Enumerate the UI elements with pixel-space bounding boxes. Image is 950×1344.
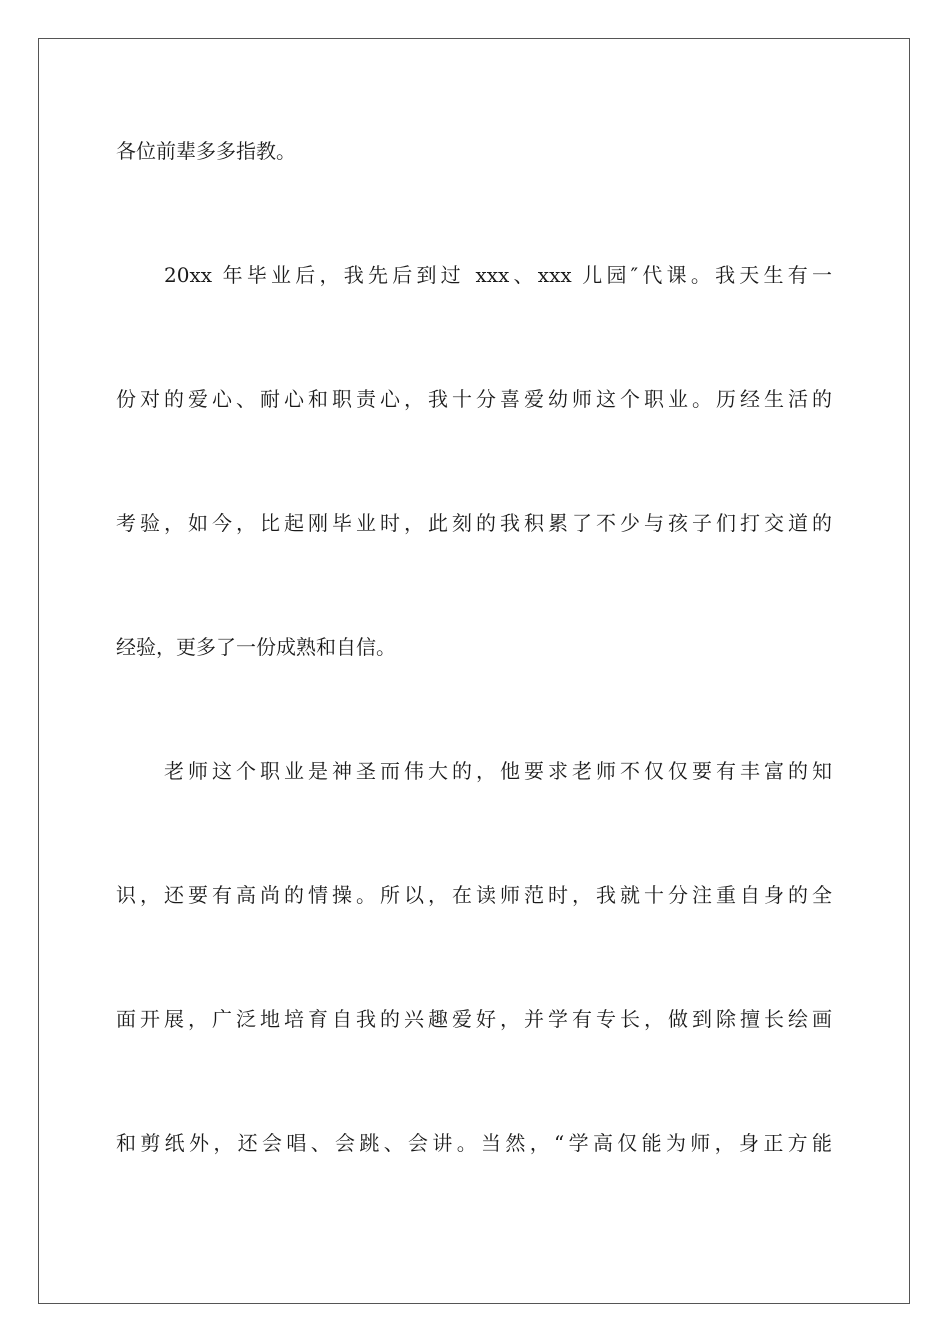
text-line-6: 老师这个职业是神圣而伟大的，他要求老师不仅仅要有丰富的知 (164, 759, 832, 783)
text-line-9: 和剪纸外，还会唱、会跳、会讲。当然，“学高仅能为师，身正方能 (116, 1131, 832, 1155)
text-line-5: 经验，更多了一份成熟和自信。 (116, 635, 396, 659)
text-line-1: 各位前辈多多指教。 (116, 139, 296, 163)
text-line-8: 面开展，广泛地培育自我的兴趣爱好，并学有专长，做到除擅长绘画 (116, 1007, 832, 1031)
text-line-7: 识，还要有高尚的情操。所以，在读师范时，我就十分注重自身的全 (116, 883, 832, 907)
text-line-4: 考验，如今，比起刚毕业时，此刻的我积累了不少与孩子们打交道的 (116, 511, 832, 535)
text-line-2: 20xx 年毕业后，我先后到过 xxx、xxx 儿园″代课。我天生有一 (164, 263, 832, 287)
text-line-3: 份对的爱心、耐心和职责心，我十分喜爱幼师这个职业。历经生活的 (116, 387, 832, 411)
page-frame (38, 38, 910, 1304)
